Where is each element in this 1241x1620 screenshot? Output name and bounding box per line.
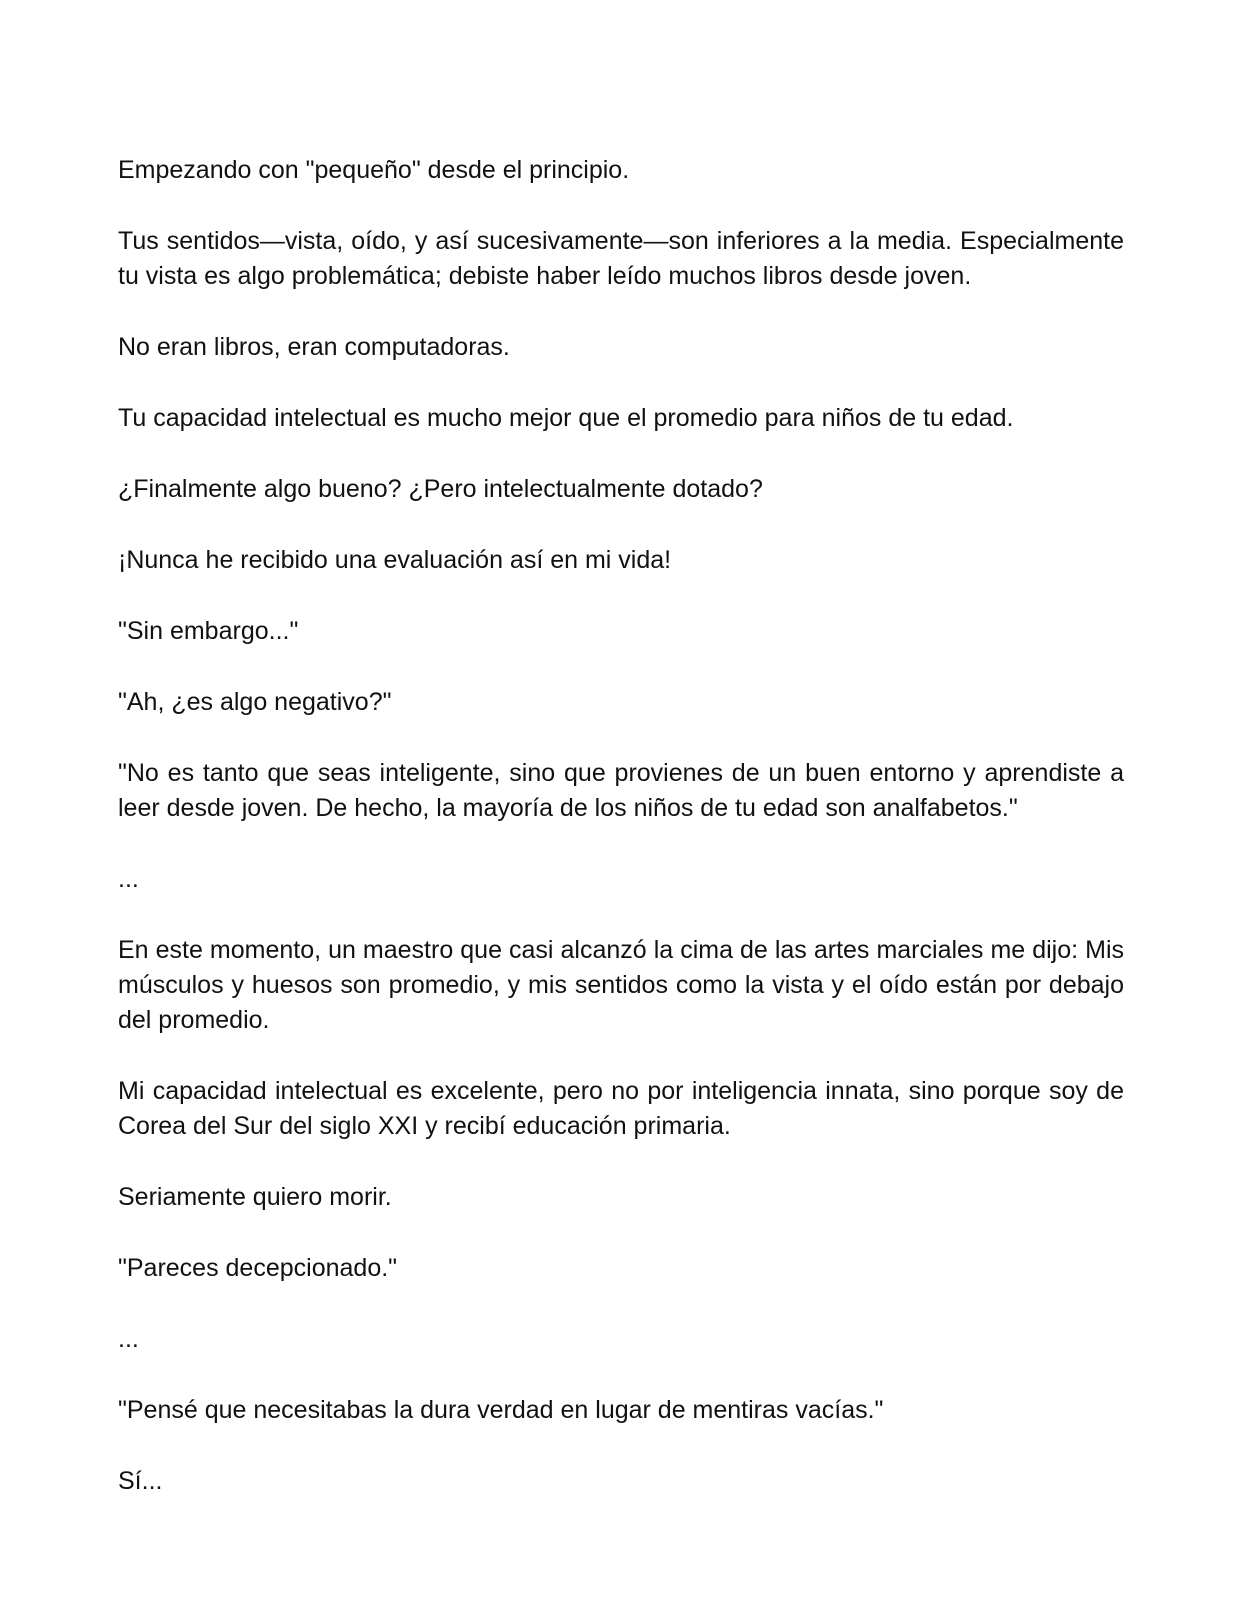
paragraph: "No es tanto que seas inteligente, sino que provienes de un buen entorno y aprendiste a leer desde joven. De hecho, la mayoría de los niños de tu edad son analfabetos." — [118, 759, 1124, 822]
paragraph: ¡Nunca he recibido una evaluación así en mi vida! — [118, 546, 672, 574]
paragraph: "Ah, ¿es algo negativo?" — [118, 688, 392, 716]
paragraph: Tus sentidos—vista, oído, y así sucesivamente—son inferiores a la media. Especialmente tu vista es algo problemática; debiste haber leído muchos libros desde joven. — [118, 227, 1124, 290]
document-body — [118, 153, 1124, 1535]
paragraph: ... — [118, 865, 139, 893]
paragraph: Seriamente quiero morir. — [118, 1183, 392, 1211]
paragraph: Sí... — [118, 1467, 163, 1495]
paragraph: ¿Finalmente algo bueno? ¿Pero intelectualmente dotado? — [118, 475, 763, 503]
paragraph: "Sin embargo..." — [118, 617, 299, 645]
paragraph: Empezando con "pequeño" desde el principio. — [118, 156, 630, 184]
paragraph: No eran libros, eran computadoras. — [118, 333, 510, 361]
paragraph: Mi capacidad intelectual es excelente, pero no por inteligencia innata, sino porque soy de Corea del Sur del siglo XXI y recibí educación primaria. — [118, 1077, 1124, 1140]
paragraph: En este momento, un maestro que casi alcanzó la cima de las artes marciales me dijo: Mis músculos y huesos son promedio, y mis sentidos como la vista y el oído están por debajo del promedio. — [118, 936, 1124, 1034]
paragraph: "Pareces decepcionado." — [118, 1254, 398, 1282]
paragraph: Tu capacidad intelectual es mucho mejor que el promedio para niños de tu edad. — [118, 404, 1014, 432]
paragraph: ... — [118, 1325, 139, 1353]
paragraph: "Pensé que necesitabas la dura verdad en lugar de mentiras vacías." — [118, 1396, 884, 1424]
